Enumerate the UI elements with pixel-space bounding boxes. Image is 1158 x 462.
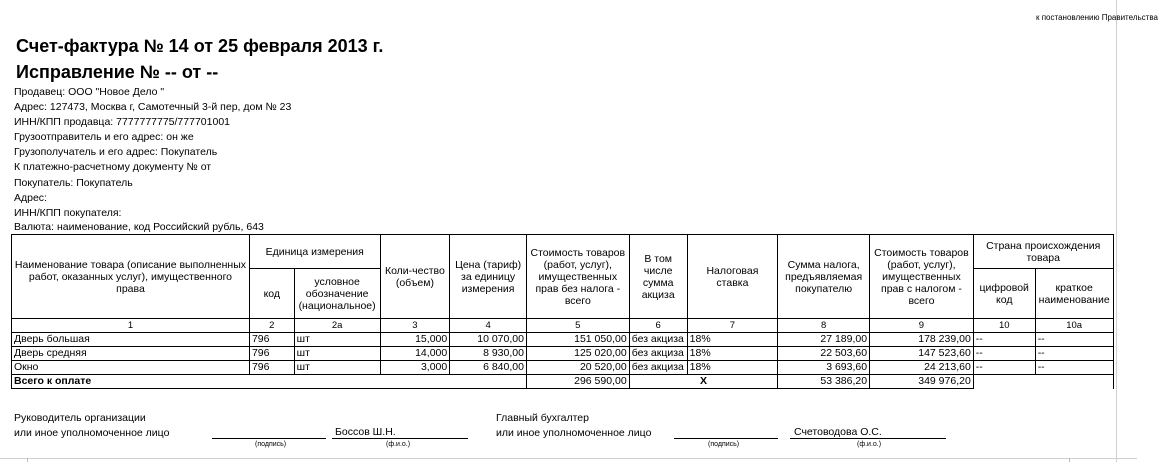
head-name-line: [332, 438, 468, 439]
accountant-name-line: [790, 438, 946, 439]
head-fio-caption: (ф.и.о.): [386, 441, 411, 448]
table-overflow-column: [1113, 235, 1137, 389]
buyer-line: Покупатель: Покупатель: [14, 177, 133, 189]
cell-item-name: Дверь большая: [12, 333, 250, 347]
total-cost: 296 590,00: [526, 375, 629, 389]
buyer-address-line: Адрес:: [14, 192, 47, 204]
shipper-line: Грузоотправитель и его адрес: он же: [14, 131, 194, 143]
cell-cost: 125 020,00: [526, 347, 629, 361]
table-row: [12, 361, 1138, 375]
cell-country-code: --: [973, 347, 1035, 361]
head-signature-caption: (подпись): [255, 441, 287, 448]
cell-total: 24 213,60: [870, 361, 974, 375]
cell-price: 8 930,00: [450, 347, 527, 361]
cell-tax-sum: 27 189,00: [778, 333, 870, 347]
cell-unit-code: 796: [249, 347, 294, 361]
cell-unit-name: шт: [294, 361, 380, 375]
header-excise: В том числе сумма акциза: [629, 235, 687, 319]
header-country-name: краткое наименование: [1035, 269, 1113, 319]
header-unit-code: код: [249, 269, 294, 319]
cell-item-name: Окно: [12, 361, 250, 375]
column-number: 2: [249, 319, 294, 333]
total-blank: [973, 375, 1113, 389]
header-quantity: Коли-чество (объем): [380, 235, 450, 319]
invoice-title: Счет-фактура № 14 от 25 февраля 2013 г.: [16, 36, 384, 56]
cell-total: 147 523,60: [870, 347, 974, 361]
total-tax: 53 386,20: [778, 375, 870, 389]
header-unit: Единица измерения: [249, 235, 380, 269]
header-country: Страна происхождения товара: [973, 235, 1113, 269]
column-number: 7: [687, 319, 778, 333]
header-unit-name: условное обозначение (национальное): [294, 269, 380, 319]
total-sum: 349 976,20: [870, 375, 974, 389]
column-number: 1: [12, 319, 250, 333]
cell-country-name: --: [1035, 347, 1113, 361]
cell-excise: без акциза: [629, 333, 687, 347]
header-cost-with-tax: Стоимость товаров (работ, услуг), имущественных прав с налогом - всего: [870, 235, 974, 319]
seller-inn-line: ИНН/КПП продавца: 7777777775/777701001: [14, 116, 230, 128]
cell-quantity: 14,000: [380, 347, 450, 361]
column-number: 5: [526, 319, 629, 333]
cell-quantity: 3,000: [380, 361, 450, 375]
column-number: 4: [450, 319, 527, 333]
cell-total: 178 239,00: [870, 333, 974, 347]
table-row: [12, 333, 1138, 347]
cell-cost: 151 050,00: [526, 333, 629, 347]
header-country-code: цифровой код: [973, 269, 1035, 319]
column-number: 10а: [1035, 319, 1113, 333]
head-title-line1: Руководитель организации: [14, 412, 146, 424]
cell-cost: 20 520,00: [526, 361, 629, 375]
header-tax-sum: Сумма налога, предъявляемая покупателю: [778, 235, 870, 319]
cell-unit-name: шт: [294, 333, 380, 347]
accountant-fio-caption: (ф.и.о.): [857, 441, 882, 448]
accountant-title-line1: Главный бухгалтер: [496, 412, 589, 424]
total-row: [12, 375, 1138, 389]
cell-country-code: --: [973, 361, 1035, 375]
cell-tax-rate: 18%: [687, 361, 778, 375]
accountant-name: Счетоводова О.С.: [794, 426, 882, 438]
accountant-signature-caption: (подпись): [708, 441, 740, 448]
seller-line: Продавец: ООО "Новое Дело ": [14, 86, 165, 98]
page-right-edge: [1116, 0, 1117, 462]
head-name: Боссов Ш.Н.: [335, 426, 396, 438]
head-signature-line: [212, 438, 326, 439]
cell-unit-name: шт: [294, 347, 380, 361]
cell-tax-rate: 18%: [687, 333, 778, 347]
total-label: Всего к оплате: [12, 375, 527, 389]
page-bottom-edge: [0, 458, 1137, 459]
regulation-note: к постановлению Правительства: [1036, 13, 1158, 22]
cell-country-code: --: [973, 333, 1035, 347]
header-price: Цена (тариф) за единицу измерения: [450, 235, 527, 319]
cell-quantity: 15,000: [380, 333, 450, 347]
page-tick: [27, 458, 28, 462]
column-number: 2а: [294, 319, 380, 333]
cell-tax-rate: 18%: [687, 347, 778, 361]
cell-unit-code: 796: [249, 333, 294, 347]
accountant-title-line2: или иное уполномоченное лицо: [496, 427, 652, 439]
page-tick: [1069, 458, 1070, 462]
cell-price: 10 070,00: [450, 333, 527, 347]
head-title-line2: или иное уполномоченное лицо: [14, 427, 170, 439]
header-tax-rate: Налоговая ставка: [687, 235, 778, 319]
column-number: 10: [973, 319, 1035, 333]
cell-tax-sum: 3 693,60: [778, 361, 870, 375]
column-number: 8: [778, 319, 870, 333]
accountant-signature-line: [674, 438, 778, 439]
cell-item-name: Дверь средняя: [12, 347, 250, 361]
invoice-table: [11, 234, 1137, 389]
currency-line: Валюта: наименование, код Российский рубль, 643: [14, 221, 264, 233]
correction-title: Исправление № -- от --: [16, 62, 219, 82]
seller-address-line: Адрес: 127473, Москва г, Самотечный 3-й пер, дом № 23: [14, 101, 292, 113]
cell-excise: без акциза: [629, 347, 687, 361]
table-row: [12, 347, 1138, 361]
header-item-name: Наименование товара (описание выполненных работ, оказанных услуг), имущественного права: [12, 235, 250, 319]
cell-tax-sum: 22 503,60: [778, 347, 870, 361]
buyer-inn-line: ИНН/КПП покупателя:: [14, 207, 122, 219]
column-number: 6: [629, 319, 687, 333]
header-cost-without-tax: Стоимость товаров (работ, услуг), имущественных прав без налога - всего: [526, 235, 629, 319]
total-mark: X: [629, 375, 778, 389]
payment-doc-line: К платежно-расчетному документу № от: [14, 161, 212, 173]
cell-unit-code: 796: [249, 361, 294, 375]
cell-price: 6 840,00: [450, 361, 527, 375]
column-number: 3: [380, 319, 450, 333]
consignee-line: Грузополучатель и его адрес: Покупатель: [14, 146, 218, 158]
cell-country-name: --: [1035, 333, 1113, 347]
column-number: 9: [870, 319, 974, 333]
cell-country-name: --: [1035, 361, 1113, 375]
cell-excise: без акциза: [629, 361, 687, 375]
